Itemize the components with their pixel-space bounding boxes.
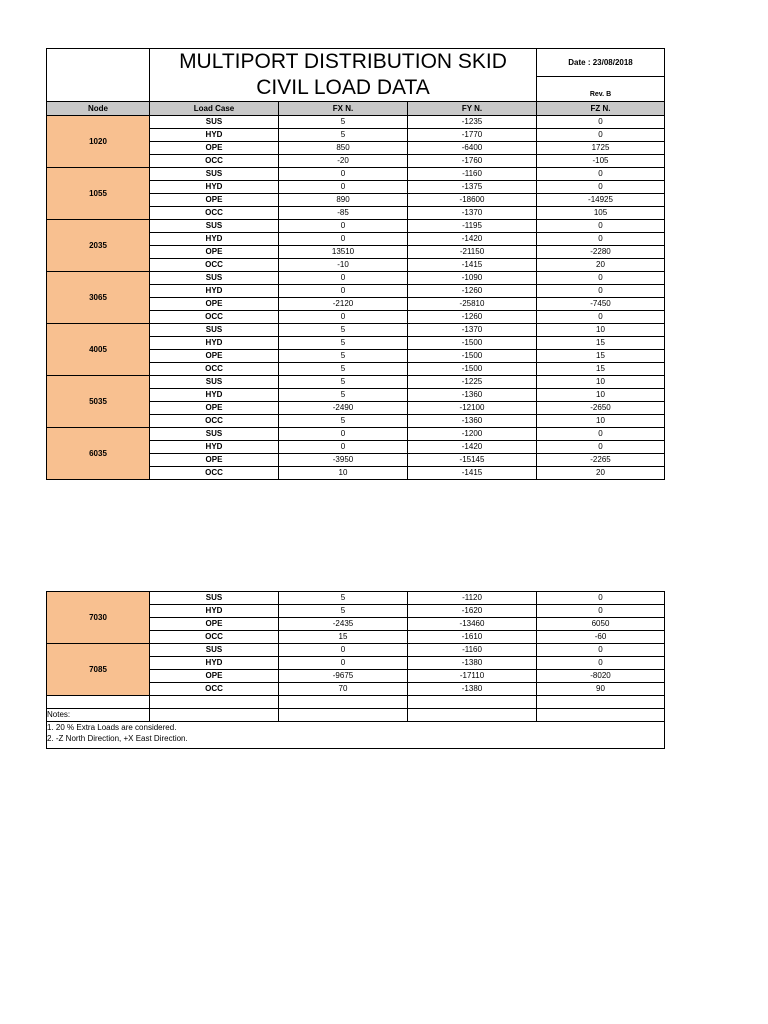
fz-cell: 20 bbox=[537, 467, 665, 480]
fx-cell: 5 bbox=[279, 605, 408, 618]
node-cell: 1055 bbox=[47, 168, 150, 220]
fy-cell: -1370 bbox=[408, 207, 537, 220]
table-row bbox=[47, 272, 665, 285]
notes-label-row bbox=[47, 709, 665, 722]
fx-cell: -10 bbox=[279, 259, 408, 272]
fy-cell: -1760 bbox=[408, 155, 537, 168]
page-title bbox=[150, 49, 537, 102]
data-block-2 bbox=[47, 592, 665, 696]
fx-cell: 0 bbox=[279, 441, 408, 454]
load-case-cell: SUS bbox=[150, 168, 279, 181]
fy-cell: -1120 bbox=[408, 592, 537, 605]
fx-cell: 0 bbox=[279, 168, 408, 181]
data-block-1 bbox=[47, 102, 665, 480]
fx-cell: 5 bbox=[279, 116, 408, 129]
fz-cell: -60 bbox=[537, 631, 665, 644]
load-case-cell: OCC bbox=[150, 311, 279, 324]
load-case-cell: SUS bbox=[150, 116, 279, 129]
fy-cell: -1500 bbox=[408, 350, 537, 363]
fz-cell: 0 bbox=[537, 168, 665, 181]
title-line-1: MULTIPORT DISTRIBUTION SKID bbox=[179, 50, 507, 73]
load-case-cell: SUS bbox=[150, 428, 279, 441]
column-header-fy: FY N. bbox=[408, 102, 537, 116]
fy-cell: -1260 bbox=[408, 311, 537, 324]
load-case-cell: OPE bbox=[150, 142, 279, 155]
fz-cell: 0 bbox=[537, 285, 665, 298]
node-cell: 6035 bbox=[47, 428, 150, 480]
node-cell: 4005 bbox=[47, 324, 150, 376]
fz-cell: 15 bbox=[537, 337, 665, 350]
notes-block bbox=[47, 696, 665, 749]
header-blank-cell bbox=[47, 49, 150, 102]
load-case-cell: OPE bbox=[150, 298, 279, 311]
load-case-cell: OCC bbox=[150, 415, 279, 428]
fx-cell: 10 bbox=[279, 467, 408, 480]
fy-cell: -1225 bbox=[408, 376, 537, 389]
fz-cell: 10 bbox=[537, 415, 665, 428]
fy-cell: -1200 bbox=[408, 428, 537, 441]
fx-cell: 0 bbox=[279, 181, 408, 194]
fy-cell: -1375 bbox=[408, 181, 537, 194]
notes-text-row bbox=[47, 722, 665, 749]
load-case-cell: OCC bbox=[150, 631, 279, 644]
load-case-cell: SUS bbox=[150, 644, 279, 657]
node-cell: 3065 bbox=[47, 272, 150, 324]
fy-cell: -17110 bbox=[408, 670, 537, 683]
fx-cell: -9675 bbox=[279, 670, 408, 683]
fx-cell: 5 bbox=[279, 389, 408, 402]
fy-cell: -1610 bbox=[408, 631, 537, 644]
notes-label: Notes: bbox=[47, 709, 150, 722]
fx-cell: 5 bbox=[279, 129, 408, 142]
fz-cell: 0 bbox=[537, 605, 665, 618]
title-row-1 bbox=[47, 49, 665, 77]
fy-cell: -1260 bbox=[408, 285, 537, 298]
fx-cell: -3950 bbox=[279, 454, 408, 467]
fy-cell: -1500 bbox=[408, 337, 537, 350]
fx-cell: 5 bbox=[279, 592, 408, 605]
fy-cell: -1160 bbox=[408, 168, 537, 181]
load-case-cell: OPE bbox=[150, 454, 279, 467]
fx-cell: 0 bbox=[279, 285, 408, 298]
fz-cell: 10 bbox=[537, 376, 665, 389]
fx-cell: 0 bbox=[279, 233, 408, 246]
node-cell: 1020 bbox=[47, 116, 150, 168]
load-case-cell: OCC bbox=[150, 683, 279, 696]
fz-cell: 1725 bbox=[537, 142, 665, 155]
fz-cell: 10 bbox=[537, 389, 665, 402]
load-case-cell: OCC bbox=[150, 467, 279, 480]
fx-cell: -2120 bbox=[279, 298, 408, 311]
fy-cell: -1235 bbox=[408, 116, 537, 129]
column-header-fx: FX N. bbox=[279, 102, 408, 116]
load-case-cell: HYD bbox=[150, 605, 279, 618]
note-line-2: 2. -Z North Direction, +X East Direction. bbox=[47, 734, 188, 743]
fz-cell: -8020 bbox=[537, 670, 665, 683]
revision-cell: Rev. B bbox=[537, 77, 665, 102]
load-case-cell: SUS bbox=[150, 592, 279, 605]
load-case-cell: HYD bbox=[150, 337, 279, 350]
fy-cell: -25810 bbox=[408, 298, 537, 311]
fx-cell: 850 bbox=[279, 142, 408, 155]
fy-cell: -1415 bbox=[408, 259, 537, 272]
fy-cell: -15145 bbox=[408, 454, 537, 467]
load-case-cell: HYD bbox=[150, 233, 279, 246]
fz-cell: 0 bbox=[537, 129, 665, 142]
blank-row bbox=[47, 696, 665, 709]
load-data-table-main bbox=[46, 48, 665, 480]
fx-cell: -2490 bbox=[279, 402, 408, 415]
fx-cell: -20 bbox=[279, 155, 408, 168]
fy-cell: -1360 bbox=[408, 389, 537, 402]
table-row bbox=[47, 592, 665, 605]
fz-cell: 0 bbox=[537, 441, 665, 454]
load-case-cell: HYD bbox=[150, 389, 279, 402]
fz-cell: 10 bbox=[537, 324, 665, 337]
fx-cell: 5 bbox=[279, 337, 408, 350]
fy-cell: -1420 bbox=[408, 233, 537, 246]
load-case-cell: SUS bbox=[150, 324, 279, 337]
load-case-cell: OPE bbox=[150, 670, 279, 683]
fy-cell: -1420 bbox=[408, 441, 537, 454]
note-line-1: 1. 20 % Extra Loads are considered. bbox=[47, 723, 177, 732]
fx-cell: 15 bbox=[279, 631, 408, 644]
fx-cell: 70 bbox=[279, 683, 408, 696]
fx-cell: 0 bbox=[279, 272, 408, 285]
fz-cell: 20 bbox=[537, 259, 665, 272]
node-cell: 5035 bbox=[47, 376, 150, 428]
fz-cell: 0 bbox=[537, 657, 665, 670]
load-data-table-secondary bbox=[46, 591, 665, 749]
fx-cell: 5 bbox=[279, 415, 408, 428]
fy-cell: -12100 bbox=[408, 402, 537, 415]
fz-cell: 0 bbox=[537, 311, 665, 324]
fy-cell: -1360 bbox=[408, 415, 537, 428]
load-case-cell: OPE bbox=[150, 194, 279, 207]
load-case-cell: OCC bbox=[150, 207, 279, 220]
fz-cell: 0 bbox=[537, 181, 665, 194]
fz-cell: 0 bbox=[537, 220, 665, 233]
fz-cell: -2650 bbox=[537, 402, 665, 415]
table-row bbox=[47, 324, 665, 337]
fz-cell: 0 bbox=[537, 592, 665, 605]
fx-cell: 0 bbox=[279, 428, 408, 441]
fx-cell: 890 bbox=[279, 194, 408, 207]
load-case-cell: SUS bbox=[150, 376, 279, 389]
fy-cell: -18600 bbox=[408, 194, 537, 207]
table-row bbox=[47, 428, 665, 441]
fz-cell: 0 bbox=[537, 644, 665, 657]
fx-cell: 5 bbox=[279, 350, 408, 363]
fx-cell: 5 bbox=[279, 324, 408, 337]
fz-cell: 0 bbox=[537, 428, 665, 441]
fx-cell: 0 bbox=[279, 220, 408, 233]
fx-cell: 5 bbox=[279, 363, 408, 376]
load-case-cell: HYD bbox=[150, 441, 279, 454]
fx-cell: -85 bbox=[279, 207, 408, 220]
fz-cell: 0 bbox=[537, 116, 665, 129]
column-header-node: Node bbox=[47, 102, 150, 116]
column-header-row bbox=[47, 102, 665, 116]
fx-cell: 0 bbox=[279, 311, 408, 324]
date-cell: Date : 23/08/2018 bbox=[537, 49, 665, 77]
fy-cell: -13460 bbox=[408, 618, 537, 631]
load-case-cell: OPE bbox=[150, 350, 279, 363]
fy-cell: -1380 bbox=[408, 683, 537, 696]
fx-cell: 0 bbox=[279, 644, 408, 657]
load-case-cell: OPE bbox=[150, 618, 279, 631]
fy-cell: -1090 bbox=[408, 272, 537, 285]
fy-cell: -1500 bbox=[408, 363, 537, 376]
fx-cell: 0 bbox=[279, 657, 408, 670]
table-row bbox=[47, 116, 665, 129]
fz-cell: 105 bbox=[537, 207, 665, 220]
table-row bbox=[47, 376, 665, 389]
fy-cell: -1380 bbox=[408, 657, 537, 670]
column-header-load-case: Load Case bbox=[150, 102, 279, 116]
fx-cell: -2435 bbox=[279, 618, 408, 631]
table-row bbox=[47, 168, 665, 181]
fz-cell: 15 bbox=[537, 350, 665, 363]
fy-cell: -6400 bbox=[408, 142, 537, 155]
load-case-cell: HYD bbox=[150, 181, 279, 194]
load-case-cell: OPE bbox=[150, 246, 279, 259]
title-line-2: CIVIL LOAD DATA bbox=[256, 76, 430, 99]
fy-cell: -21150 bbox=[408, 246, 537, 259]
load-case-cell: OPE bbox=[150, 402, 279, 415]
load-case-cell: HYD bbox=[150, 285, 279, 298]
node-cell: 7030 bbox=[47, 592, 150, 644]
load-case-cell: OCC bbox=[150, 363, 279, 376]
fz-cell: -2265 bbox=[537, 454, 665, 467]
fx-cell: 5 bbox=[279, 376, 408, 389]
fz-cell: -7450 bbox=[537, 298, 665, 311]
fy-cell: -1770 bbox=[408, 129, 537, 142]
fy-cell: -1160 bbox=[408, 644, 537, 657]
fz-cell: 0 bbox=[537, 272, 665, 285]
fy-cell: -1620 bbox=[408, 605, 537, 618]
fz-cell: 90 bbox=[537, 683, 665, 696]
load-case-cell: HYD bbox=[150, 657, 279, 670]
fz-cell: -14925 bbox=[537, 194, 665, 207]
fz-cell: -2280 bbox=[537, 246, 665, 259]
load-case-cell: OCC bbox=[150, 155, 279, 168]
fz-cell: -105 bbox=[537, 155, 665, 168]
fz-cell: 0 bbox=[537, 233, 665, 246]
fz-cell: 15 bbox=[537, 363, 665, 376]
fy-cell: -1415 bbox=[408, 467, 537, 480]
load-case-cell: HYD bbox=[150, 129, 279, 142]
table-row bbox=[47, 644, 665, 657]
node-cell: 2035 bbox=[47, 220, 150, 272]
load-case-cell: OCC bbox=[150, 259, 279, 272]
load-case-cell: SUS bbox=[150, 272, 279, 285]
node-cell: 7085 bbox=[47, 644, 150, 696]
notes-text bbox=[47, 722, 665, 749]
fx-cell: 13510 bbox=[279, 246, 408, 259]
fy-cell: -1195 bbox=[408, 220, 537, 233]
table-row bbox=[47, 220, 665, 233]
fy-cell: -1370 bbox=[408, 324, 537, 337]
load-case-cell: SUS bbox=[150, 220, 279, 233]
column-header-fz: FZ N. bbox=[537, 102, 665, 116]
fz-cell: 6050 bbox=[537, 618, 665, 631]
